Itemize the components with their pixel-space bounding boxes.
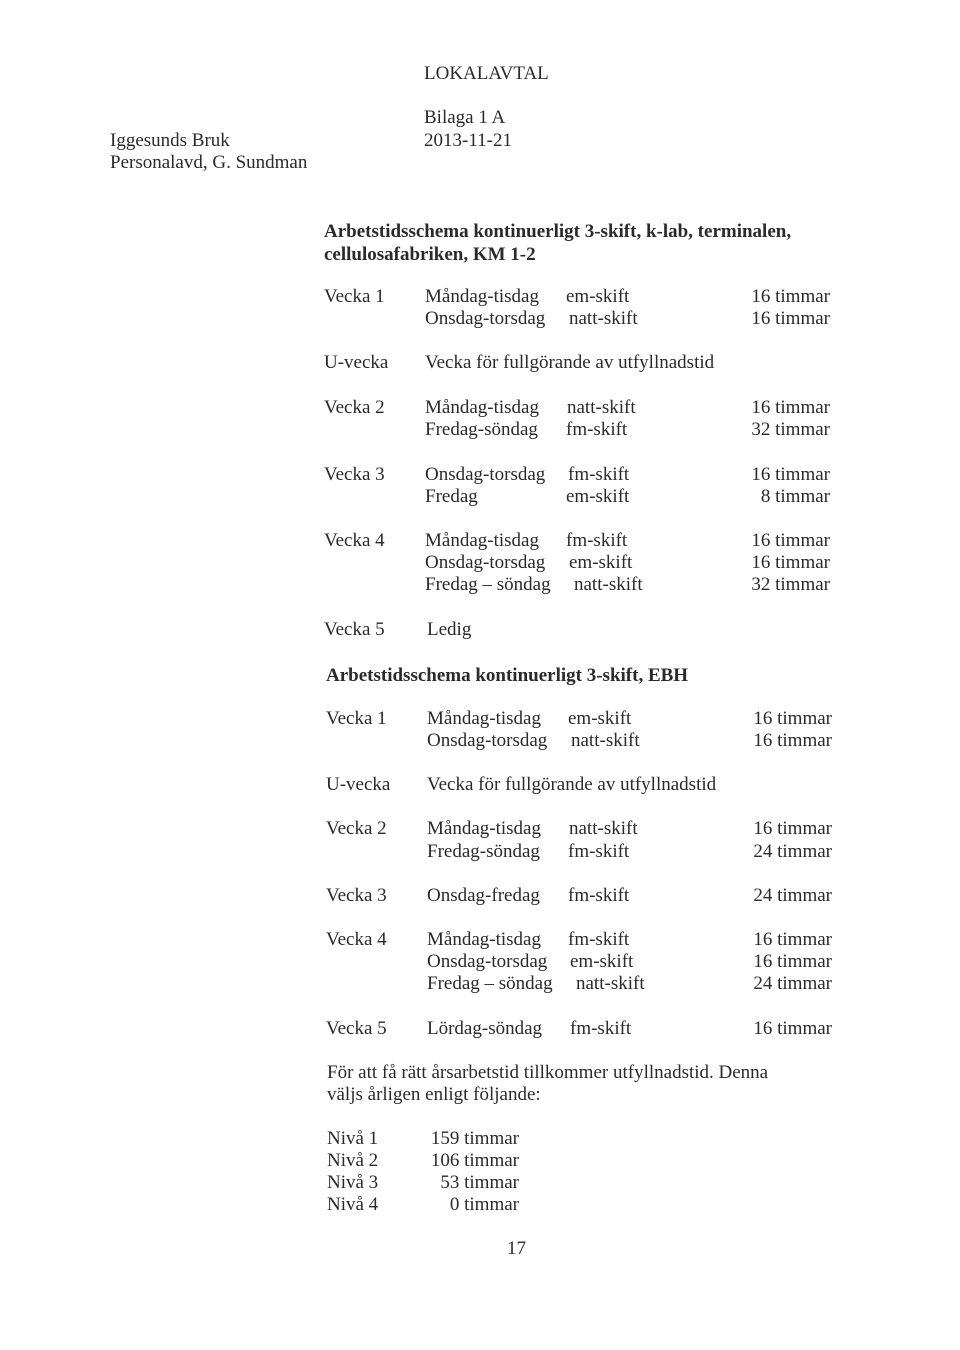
level-name: Nivå 4	[327, 1194, 379, 1215]
hours-label: 16 timmar	[753, 818, 832, 839]
days-label: Måndag-tisdag	[427, 929, 541, 950]
days-label: Onsdag-torsdag	[425, 464, 546, 485]
shift-label: em-skift	[566, 286, 630, 307]
hours-label: 16 timmar	[753, 730, 832, 751]
days-label: Onsdag-torsdag	[425, 552, 546, 573]
days-label: Fredag-söndag	[427, 841, 540, 862]
week-label: Vecka 3	[326, 885, 387, 906]
week-label: Vecka 2	[324, 397, 385, 418]
shift-label: fm-skift	[566, 530, 628, 551]
level-hours: 0 timmar	[449, 1194, 519, 1215]
days-label: Måndag-tisdag	[427, 708, 541, 729]
shift-label: fm-skift	[566, 419, 628, 440]
schedule-row	[0, 309, 960, 331]
appendix-label: Bilaga 1 A	[424, 107, 506, 128]
schedule-row	[0, 819, 960, 841]
hours-label: 24 timmar	[753, 885, 832, 906]
shift-label: em-skift	[566, 486, 630, 507]
days-label: Måndag-tisdag	[425, 286, 539, 307]
department-name: Personalavd, G. Sundman	[110, 152, 308, 173]
shift-label: fm-skift	[568, 841, 630, 862]
hours-label: 16 timmar	[751, 530, 830, 551]
hours-label: 16 timmar	[753, 929, 832, 950]
note-line2: väljs årligen enligt följande:	[327, 1084, 541, 1105]
shift-label: natt-skift	[569, 308, 638, 329]
days-label: Fredag	[425, 486, 478, 507]
schedule-row	[0, 575, 960, 597]
days-label: Måndag-tisdag	[425, 530, 539, 551]
days-label: Ledig	[427, 619, 472, 640]
schedule-row	[0, 531, 960, 553]
week-label: Vecka 1	[324, 286, 385, 307]
shift-label: fm-skift	[570, 1018, 632, 1039]
schedule-row	[0, 620, 960, 642]
days-label: Onsdag-fredag	[427, 885, 540, 906]
level-hours: 159 timmar	[430, 1128, 519, 1149]
shift-label: em-skift	[570, 951, 634, 972]
days-label: Vecka för fullgörande av utfyllnadstid	[425, 352, 715, 373]
schedule-row	[0, 353, 960, 375]
page-number: 17	[507, 1238, 526, 1259]
schedule-row	[0, 1019, 960, 1041]
level-row	[0, 1173, 960, 1195]
hours-label: 16 timmar	[751, 286, 830, 307]
shift-label: em-skift	[569, 552, 633, 573]
level-row	[0, 1195, 960, 1217]
shift-label: em-skift	[568, 708, 632, 729]
week-label: Vecka 1	[326, 708, 387, 729]
shift-label: fm-skift	[568, 929, 630, 950]
company-name: Iggesunds Bruk	[110, 130, 230, 151]
section1-title-line2: cellulosafabriken, KM 1-2	[324, 244, 536, 265]
schedule-row	[0, 487, 960, 509]
schedule-row	[0, 709, 960, 731]
level-name: Nivå 2	[327, 1150, 379, 1171]
week-label: Vecka 5	[326, 1018, 387, 1039]
days-label: Fredag-söndag	[425, 419, 538, 440]
level-name: Nivå 1	[327, 1128, 379, 1149]
section2-title: Arbetstidsschema kontinuerligt 3-skift, EBH	[326, 665, 689, 686]
level-row	[0, 1129, 960, 1151]
schedule-row	[0, 465, 960, 487]
hours-label: 16 timmar	[751, 308, 830, 329]
schedule-row	[0, 731, 960, 753]
week-label: Vecka 4	[326, 929, 387, 950]
schedule-row	[0, 952, 960, 974]
week-label: Vecka 4	[324, 530, 385, 551]
days-label: Onsdag-torsdag	[427, 951, 548, 972]
hours-label: 16 timmar	[751, 397, 830, 418]
days-label: Måndag-tisdag	[427, 818, 541, 839]
hours-label: 16 timmar	[751, 552, 830, 573]
shift-label: fm-skift	[568, 885, 630, 906]
note-line1: För att få rätt årsarbetstid tillkommer utfyllnadstid. Denna	[327, 1062, 769, 1083]
schedule-row	[0, 775, 960, 797]
shift-label: natt-skift	[576, 973, 645, 994]
days-label: Lördag-söndag	[427, 1018, 543, 1039]
hours-label: 24 timmar	[753, 973, 832, 994]
week-label: Vecka 3	[324, 464, 385, 485]
level-hours: 106 timmar	[430, 1150, 519, 1171]
schedule-row	[0, 553, 960, 575]
week-label: U-vecka	[326, 774, 391, 795]
days-label: Fredag – söndag	[427, 973, 553, 994]
shift-label: fm-skift	[568, 464, 630, 485]
hours-label: 24 timmar	[753, 841, 832, 862]
hours-label: 16 timmar	[751, 464, 830, 485]
hours-label: 16 timmar	[753, 951, 832, 972]
schedule-row	[0, 886, 960, 908]
days-label: Måndag-tisdag	[425, 397, 539, 418]
hours-label: 32 timmar	[751, 574, 830, 595]
shift-label: natt-skift	[567, 397, 636, 418]
shift-label: natt-skift	[569, 818, 638, 839]
document-date: 2013-11-21	[424, 130, 512, 151]
schedule-row	[0, 974, 960, 996]
schedule-row	[0, 398, 960, 420]
section1-title-line1: Arbetstidsschema kontinuerligt 3-skift, k-lab, terminalen,	[324, 221, 792, 242]
days-label: Vecka för fullgörande av utfyllnadstid	[427, 774, 717, 795]
days-label: Onsdag-torsdag	[425, 308, 546, 329]
schedule-row	[0, 420, 960, 442]
week-label: U-vecka	[324, 352, 389, 373]
shift-label: natt-skift	[571, 730, 640, 751]
hours-label: 16 timmar	[753, 1018, 832, 1039]
schedule-row	[0, 842, 960, 864]
week-label: Vecka 5	[324, 619, 385, 640]
hours-label: 32 timmar	[751, 419, 830, 440]
level-hours: 53 timmar	[440, 1172, 519, 1193]
document-title: LOKALAVTAL	[424, 63, 549, 84]
level-name: Nivå 3	[327, 1172, 379, 1193]
schedule-row	[0, 930, 960, 952]
schedule-row	[0, 287, 960, 309]
days-label: Onsdag-torsdag	[427, 730, 548, 751]
hours-label: 16 timmar	[753, 708, 832, 729]
shift-label: natt-skift	[574, 574, 643, 595]
level-row	[0, 1151, 960, 1173]
days-label: Fredag – söndag	[425, 574, 551, 595]
hours-label: 8 timmar	[760, 486, 830, 507]
week-label: Vecka 2	[326, 818, 387, 839]
